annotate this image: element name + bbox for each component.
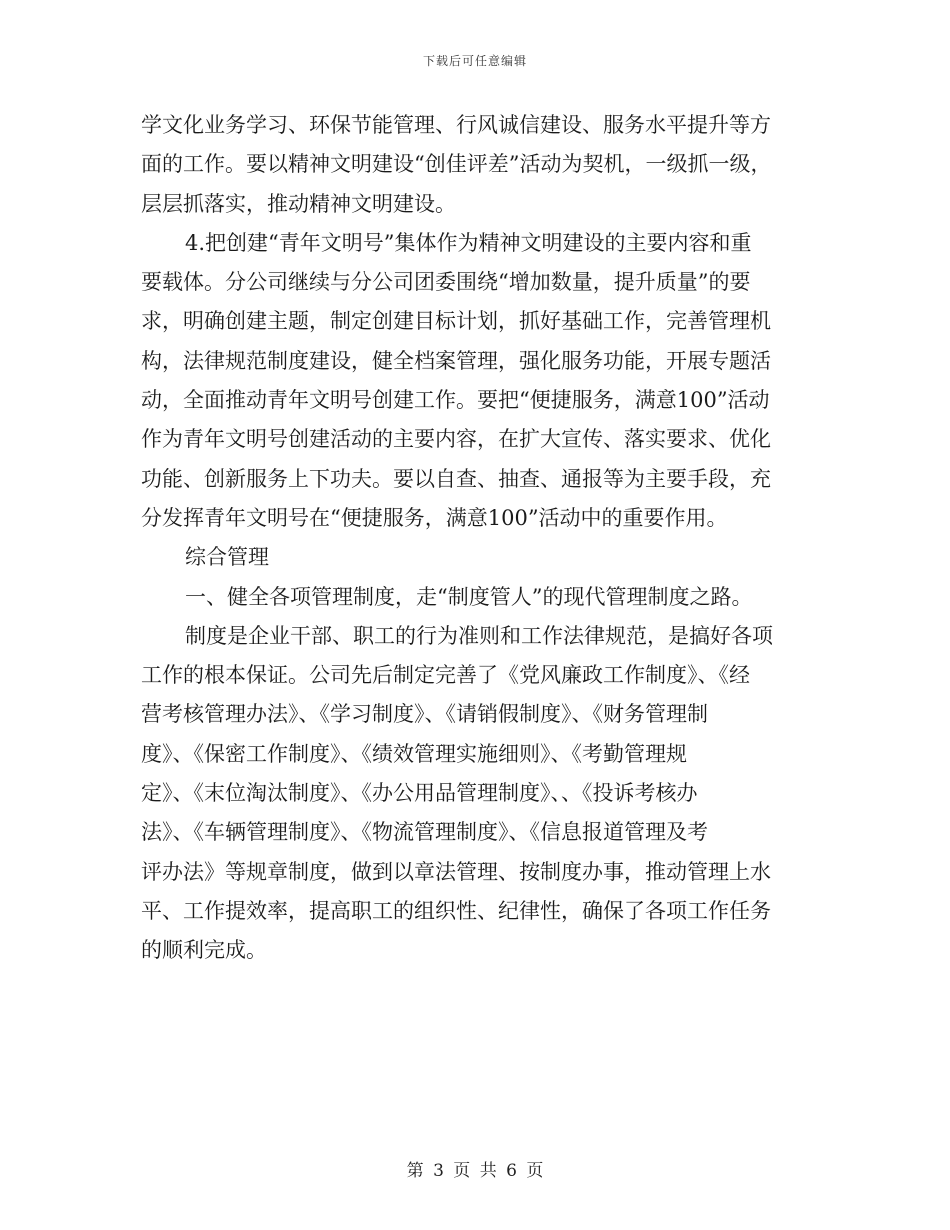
- text-line: 构，法律规范制度建设，健全档案管理，强化服务功能，开展专题活: [141, 348, 771, 373]
- text-line: 法》、《车辆管理制度》、《物流管理制度》、《信息报道管理及考: [141, 820, 708, 845]
- text-line: 的顺利完成。: [141, 938, 267, 963]
- text-line: 综合管理: [185, 545, 269, 570]
- text-line: 制度是企业干部、职工的行为准则和工作法律规范，是搞好各项: [185, 623, 773, 648]
- text-line: 评办法》等规章制度，做到以章法管理、按制度办事，推动管理上水: [141, 859, 771, 884]
- text-line: 一、健全各项管理制度，走“制度管人”的现代管理制度之路。: [185, 584, 753, 609]
- text-line: 动，全面推动青年文明号创建工作。要把“便捷服务，满意100”活动: [141, 388, 770, 413]
- text-line: 定》、《末位淘汰制度》、《办公用品管理制度》、、《投诉考核办: [141, 781, 698, 806]
- text-line: 作为青年文明号创建活动的主要内容，在扩大宣传、落实要求、优化: [141, 427, 771, 452]
- page-footer: 第 3 页 共 6 页: [406, 1161, 544, 1181]
- document-body: [141, 106, 801, 971]
- text-line: 度》、《保密工作制度》、《绩效管理实施细则》、《考勤管理规: [141, 741, 687, 766]
- text-line: 层层抓落实，推动精神文明建设。: [141, 191, 456, 216]
- text-line: 要载体。分公司继续与分公司团委围绕“增加数量，提升质量”的要: [141, 270, 751, 295]
- text-line: 分发挥青年文明号在“便捷服务，满意100”活动中的重要作用。: [141, 505, 728, 530]
- text-line: 求，明确创建主题，制定创建目标计划，抓好基础工作，完善管理机: [141, 309, 771, 334]
- text-line: 工作的根本保证。公司先后制定完善了《党风廉政工作制度》、《经: [141, 663, 750, 688]
- text-line: 面的工作。要以精神文明建设“创佳评差”活动为契机，一级抓一级，: [141, 152, 772, 177]
- text-line: 学文化业务学习、环保节能管理、行风诚信建设、服务水平提升等方: [141, 113, 771, 137]
- text-line: 功能、创新服务上下功夫。要以自查、抽查、通报等为主要手段，充: [141, 466, 771, 491]
- text-line: 营考核管理办法》、《学习制度》、《请销假制度》、《财务管理制: [141, 702, 708, 727]
- text-line: 平、工作提效率，提高职工的组织性、纪律性，确保了各项工作任务: [141, 898, 771, 923]
- text-line: 4.把创建“青年文明号”集体作为精神文明建设的主要内容和重: [185, 230, 752, 255]
- page-header: 下载后可任意编辑: [422, 54, 527, 68]
